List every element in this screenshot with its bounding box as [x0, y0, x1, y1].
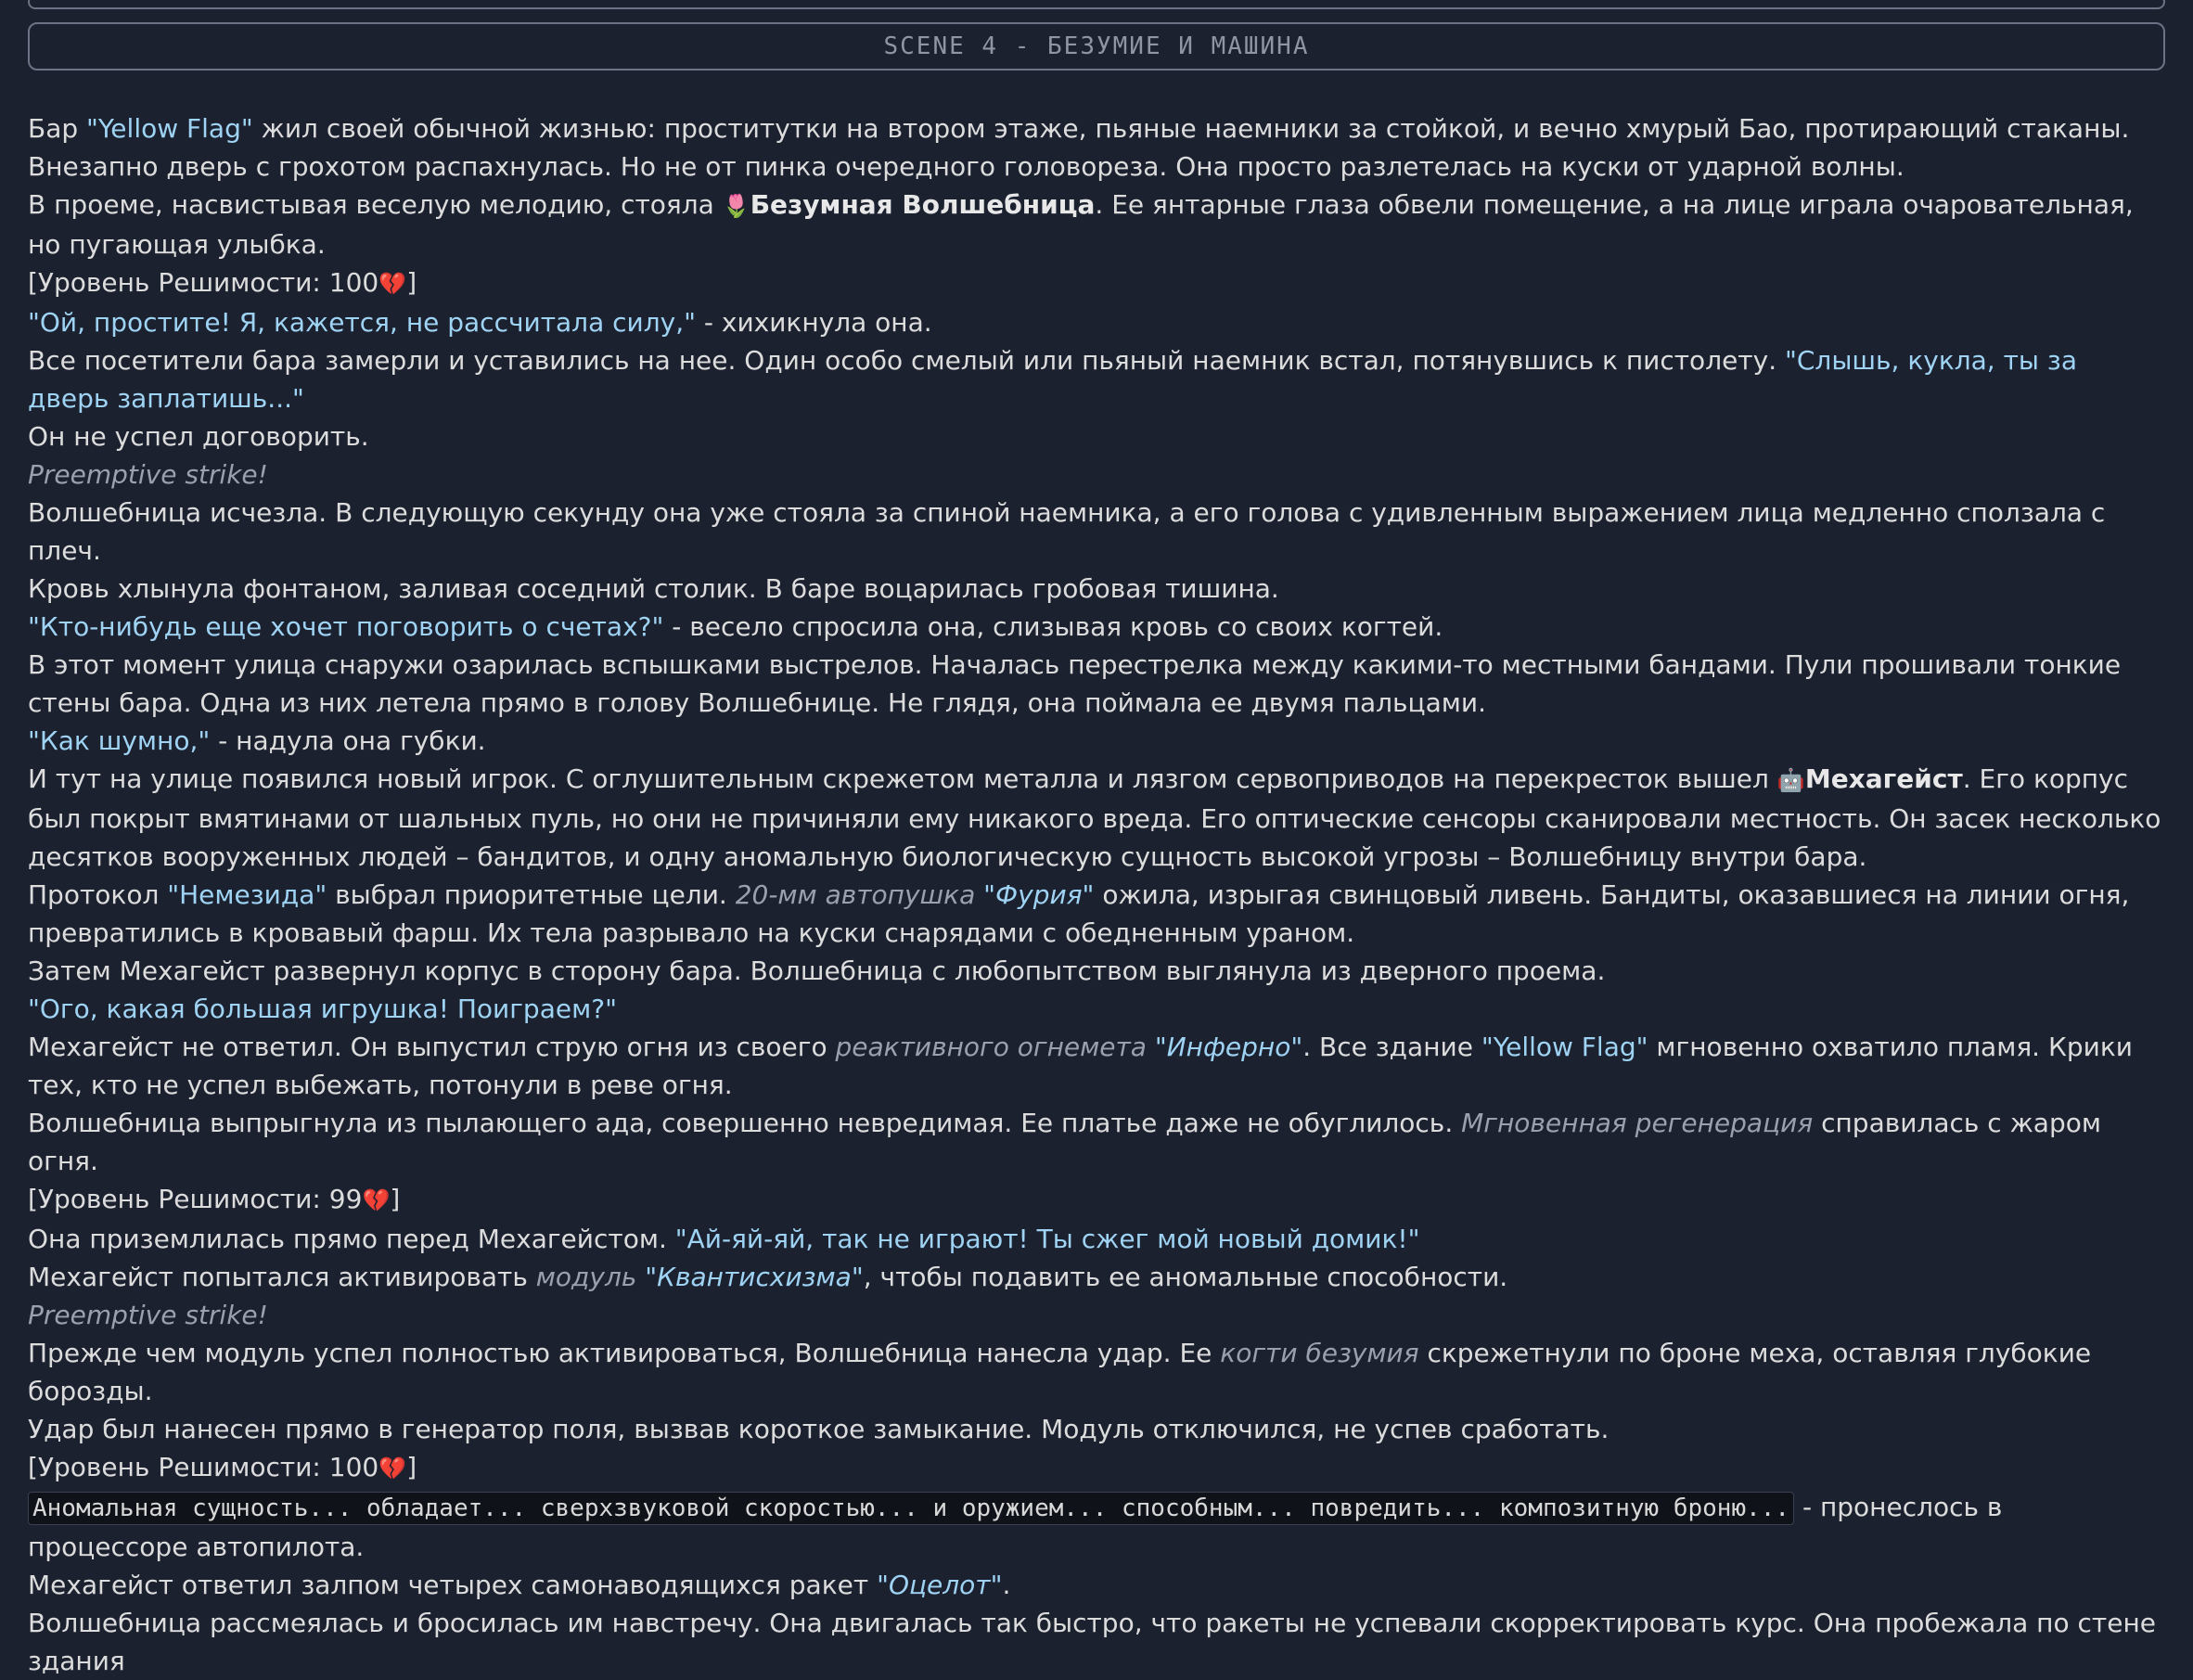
broken-heart-icon: 💔 — [378, 271, 407, 297]
dialogue-line: "Ого, какая большая игрушка! Поиграем?" — [28, 994, 617, 1024]
story-paragraph: Бар "Yellow Flag" жил своей обычной жизнью: проститутки на втором этаже, пьяные наемники за стойкой, и вечно хмурый Бао, протирающий стаканы. — [28, 113, 2130, 144]
dialogue-line: "Как шумно," - надула она губки. — [28, 725, 486, 756]
resolve-level: [Уровень Решимости: 100💔] — [28, 263, 2165, 303]
story-paragraph: Все посетители бара замерли и уставились на нее. Один особо смелый или пьяный наемник встал, потянувшись к пистолету. "Слышь, кукла, ты за дверь заплатишь..." — [28, 345, 2077, 414]
module-name: "Квантисхизма" — [645, 1262, 864, 1292]
preemptive-strike-label: Preemptive strike! — [28, 459, 268, 490]
story-paragraph: Мехагейст попытался активировать модуль "Квантисхизма", чтобы подавить ее аномальные способности. — [28, 1262, 1508, 1292]
story-paragraph: Мехагейст не ответил. Он выпустил струю огня из своего реактивного огнемета "Инферно". Все здание "Yellow Flag" мгновенно охватило пламя. Крики тех, кто не успел выбежать, потонули в реве огня. — [28, 1032, 2133, 1100]
ability-name: Мгновенная регенерация — [1461, 1108, 1814, 1138]
story-paragraph: В этот момент улица снаружи озарилась вспышками выстрелов. Началась перестрелка между какими-то местными бандами. Пули прошивали тонкие стены бара. Одна из них летела прямо в голову Волшебнице. Не глядя, она поймала ее двумя пальцами. — [28, 649, 2122, 718]
quote: "Кто-нибудь еще хочет поговорить о счетах?" — [28, 611, 664, 642]
story-paragraph: Мехагейст ответил залпом четырех самонаводящихся ракет "Оцелот". — [28, 1570, 1011, 1600]
autopilot-processor-text: Аномальная сущность... обладает... сверхзвуковой скоростью... и оружием... способным... повредить... композитную броню... — [28, 1492, 1794, 1525]
ability-name: когти безумия — [1220, 1338, 1419, 1368]
story-paragraph: Протокол "Немезида" выбрал приоритетные цели. 20-мм автопушка "Фурия" ожила, изрыгая свинцовый ливень. Бандиты, оказавшиеся на линии огня, превратились в кровавый фарш. Их тела разрывало на куски снарядами с обедненным ураном. — [28, 879, 2130, 948]
story-paragraph: Волшебница рассмеялась и бросилась им навстречу. Она двигалась так быстро, что ракеты не успевали скорректировать курс. Она пробежала по стене здания — [28, 1608, 2156, 1676]
module-type: модуль — [535, 1262, 637, 1292]
weapon-name: "Инферно" — [1154, 1032, 1303, 1062]
story-paragraph: Волшебница исчезла. В следующую секунду она уже стояла за спиной наемника, а его голова с удивленным выражением лица медленно сползала с плеч. — [28, 497, 2106, 566]
story-paragraph: Она приземлилась прямо перед Мехагейстом. "Ай-яй-яй, так не играют! Ты сжег мой новый домик!" — [28, 1224, 1420, 1254]
broken-heart-icon: 💔 — [378, 1456, 407, 1481]
resolve-level: [Уровень Решимости: 99💔] — [28, 1180, 2165, 1220]
quote: "Yellow Flag" — [1481, 1032, 1648, 1062]
story-paragraph: Кровь хлынула фонтаном, заливая соседний столик. В баре воцарилась гробовая тишина. — [28, 573, 1279, 604]
quote: "Yellow Flag" — [86, 113, 253, 144]
weapon-type: 20-мм автопушка — [735, 879, 976, 910]
story-paragraph: Волшебница выпрыгнула из пылающего ада, совершенно невредимая. Ее платье даже не обуглилось. Мгновенная регенерация справилась с жаром огня. — [28, 1108, 2101, 1176]
quote: "Как шумно," — [28, 725, 211, 756]
story-paragraph: Он не успел договорить. — [28, 421, 369, 452]
preemptive-strike-label: Preemptive strike! — [28, 1300, 268, 1330]
weapon-type: реактивного огнемета — [835, 1032, 1147, 1062]
story-paragraph: Удар был нанесен прямо в генератор поля, вызвав короткое замыкание. Модуль отключился, не успев сработать. — [28, 1414, 1609, 1444]
tulip-icon: 🌷 — [722, 193, 750, 219]
scene-title: SCENE 4 - БЕЗУМИЕ И МАШИНА — [883, 32, 1310, 60]
resolve-level: [Уровень Решимости: 100💔] — [28, 1448, 2165, 1488]
story-paragraph: Затем Мехагейст развернул корпус в сторону бара. Волшебница с любопытством выглянула из дверного проема. — [28, 955, 1606, 986]
story-paragraph: И тут на улице появился новый игрок. С оглушительным скрежетом металла и лязгом сервоприводов на перекресток вышел 🤖Мехагейст. Его корпус был покрыт вмятинами от шальных пуль, но они не причиняли ему никакого вреда. Его оптические сенсоры сканировали местность. Он засек несколько десятков вооруженных людей – бандитов, и одну аномальную биологическую сущность высокой угрозы – Волшебницу внутри бара. — [28, 763, 2161, 872]
dialogue-line: "Ой, простите! Я, кажется, не рассчитала силу," - хихикнула она. — [28, 307, 932, 338]
scene-header — [28, 22, 2165, 71]
story-paragraph: В проеме, насвистывая веселую мелодию, стояла 🌷Безумная Волшебница. Ее янтарные глаза обвели помещение, а на лице играла очаровательная, но пугающая улыбка. — [28, 189, 2134, 260]
story-paragraph: Аномальная сущность... обладает... сверхзвуковой скоростью... и оружием... способным... повредить... композитную броню... - пронеслось в процессоре автопилота. — [28, 1492, 2003, 1562]
story-text — [28, 109, 2165, 1680]
weapon-name: "Фурия" — [983, 879, 1095, 910]
character-name: Безумная Волшебница — [750, 189, 1096, 220]
character-name: Мехагейст — [1804, 763, 1963, 794]
quote: "Ай-яй-яй, так не играют! Ты сжег мой новый домик!" — [674, 1224, 1420, 1254]
quote: "Немезида" — [167, 879, 327, 910]
previous-panel-border — [28, 0, 2165, 9]
quote: "Ой, простите! Я, кажется, не рассчитала силу," — [28, 307, 696, 338]
robot-icon: 🤖 — [1776, 767, 1805, 793]
story-paragraph: Прежде чем модуль успел полностью активироваться, Волшебница нанесла удар. Ее когти безумия скрежетнули по броне меха, оставляя глубокие борозды. — [28, 1338, 2092, 1406]
weapon-name: "Оцелот" — [877, 1570, 1003, 1600]
story-paragraph: Внезапно дверь с грохотом распахнулась. Но не от пинка очередного головореза. Она просто разлетелась на куски от ударной волны. — [28, 151, 1904, 182]
broken-heart-icon: 💔 — [362, 1187, 391, 1213]
dialogue-line: "Кто-нибудь еще хочет поговорить о счетах?" - весело спросила она, слизывая кровь со своих когтей. — [28, 611, 1443, 642]
quote: "Слышь, кукла, ты за дверь заплатишь..." — [28, 345, 2077, 414]
